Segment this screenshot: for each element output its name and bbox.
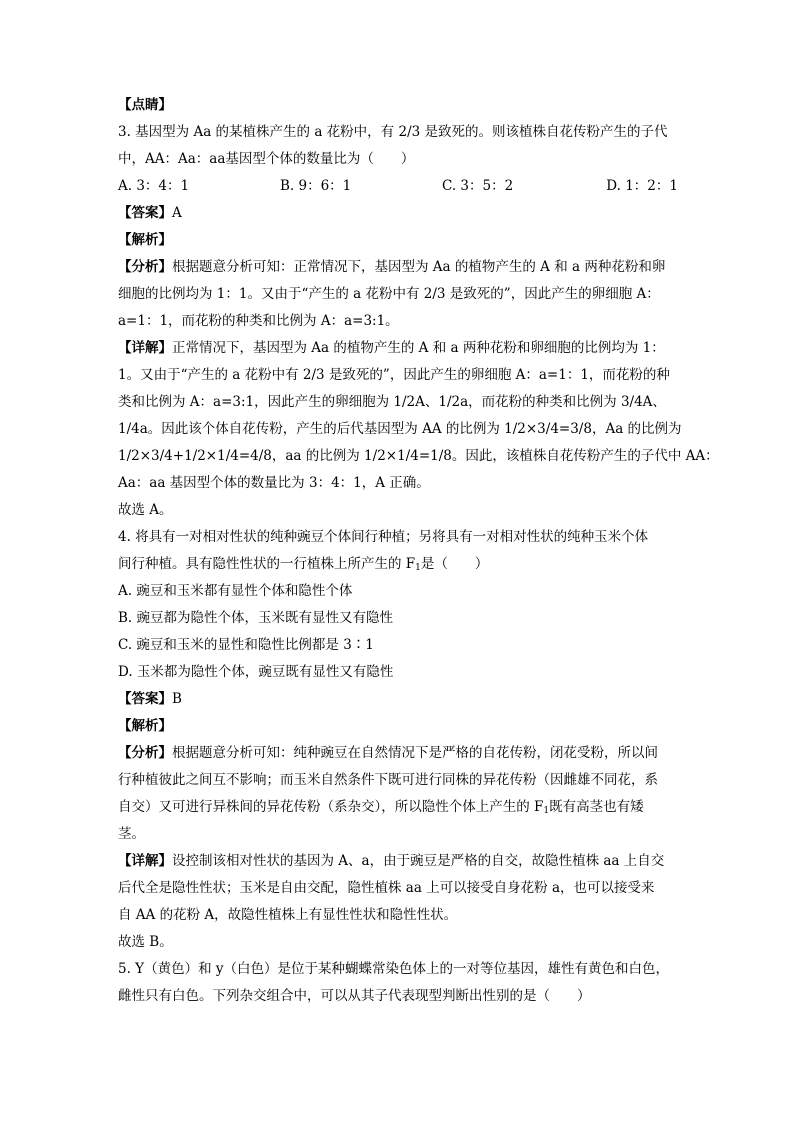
q4-analysis-tag: 【解析】 <box>118 718 172 734</box>
q4-answer-tag: 【答案】 <box>118 691 172 707</box>
q4-stem-sub: 1 <box>415 563 421 573</box>
q3-xiangjie-line-3: 类和比例为 A：a=3:1，因此产生的卵细胞为 1/2A、1/2a，而花粉的种类和比例为 3/4A、 <box>118 394 666 410</box>
q3-fenxi-line-1 <box>118 254 678 281</box>
q4-fenxi-l3-post: 既有高茎也有矮 <box>549 799 644 815</box>
q4-stem-line-2 <box>118 551 678 578</box>
section-dianjing <box>118 92 678 119</box>
q3-xiangjie-line-2: 1。又由于“产生的 a 花粉中有 2/3 是致死的”，因此产生的卵细胞 A：a=1：1，而花粉的种 <box>118 367 670 383</box>
q4-answer-value: B <box>172 691 182 707</box>
q3-option-a: A. 3：4：1 <box>118 178 190 194</box>
q3-fenxi-line-2: 细胞的比例均为 1：1。又由于“产生的 a 花粉中有 2/3 是致死的”，因此产生的卵细胞 A： <box>118 286 660 302</box>
q4-option-c: C. 豌豆和玉米的显性和隐性比例都是 3∶1 <box>118 637 374 653</box>
q3-option-d: D. 1：2：1 <box>606 178 678 194</box>
q3-options <box>118 173 678 200</box>
q3-fenxi-line-3: a=1：1，而花粉的种类和比例为 A：a=3:1。 <box>118 313 399 329</box>
q4-stem-pre: 间行种植。具有隐性性状的一行植株上所产生的 F <box>118 556 416 572</box>
q4-fenxi-l3-sub: 1 <box>543 806 550 816</box>
q4-xiangjie-line-2: 后代全是隐性性状；玉米是自由交配，隐性植株 aa 上可以接受自身花粉 a，也可以接受来 <box>118 880 655 896</box>
dianjing-tag: 【点睛】 <box>118 97 172 113</box>
q3-fenxi-text-1: 根据题意分析可知：正常情况下，基因型为 Aa 的植物产生的 A 和 a 两种花粉和卵 <box>172 259 666 275</box>
q4-fenxi-line-1 <box>118 740 678 767</box>
q5-stem-line-1: 5. Y（黄色）和 y（白色）是位于某种蝴蝶常染色体上的一对等位基因，雄性有黄色和白色， <box>118 961 670 977</box>
q3-xiangjie-tag: 【详解】 <box>118 340 172 356</box>
q3-answer-tag: 【答案】 <box>118 205 172 221</box>
q4-xiangjie-tag: 【详解】 <box>118 853 172 869</box>
q3-xiangjie-line-5: 1/2×3/4+1/2×1/4=4/8，aa 的比例为 1/2×1/4=1/8。因此，该植株自花传粉产生的子代中 AA： <box>118 448 719 464</box>
q3-option-b: B. 9：6：1 <box>280 178 352 194</box>
document-page <box>118 92 719 1010</box>
q3-fenxi-tag: 【分析】 <box>118 259 172 275</box>
q3-answer <box>118 200 678 227</box>
q4-fenxi-line-4: 茎。 <box>118 826 145 842</box>
q3-xiangjie-line-4: 1/4a。因此该个体自花传粉，产生的后代基因型为 AA 的比例为 1/2×3/4=3/8，Aa 的比例为 <box>118 421 682 437</box>
q3-option-c: C. 3：5：2 <box>442 178 514 194</box>
q4-option-a: A. 豌豆和玉米都有显性个体和隐性个体 <box>118 583 353 599</box>
q3-stem-line-1: 3. 基因型为 Aa 的某植株产生的 a 花粉中，有 2/3 是致死的。则该植株自花传粉产生的子代 <box>118 124 668 140</box>
q3-answer-value: A <box>172 205 182 221</box>
q4-fenxi-tag: 【分析】 <box>118 745 172 761</box>
q4-analysis <box>118 713 678 740</box>
q4-xiangjie-line-1 <box>118 848 678 875</box>
q4-fenxi-line-3 <box>118 794 678 821</box>
q4-fenxi-line-2: 行种植彼此之间互不影响；而玉米自然条件下既可进行同株的异花传粉（因雌雄不同花，系 <box>118 772 658 788</box>
q4-xiangjie-line-3: 自 AA 的花粉 A，故隐性植株上有显性性状和隐性性状。 <box>118 907 458 923</box>
q3-analysis-tag: 【解析】 <box>118 232 172 248</box>
q4-stem-post: 是（ ） <box>420 556 489 572</box>
q3-xiangjie-line-1 <box>118 335 678 362</box>
q3-xiangjie-line-6: Aa：aa 基因型个体的数量比为 3：4：1，A 正确。 <box>118 475 430 491</box>
q3-stem-line-2: 中，AA：Aa：aa基因型个体的数量比为（ ） <box>118 151 415 167</box>
q5-stem-line-2: 雌性只有白色。下列杂交组合中，可以从其子代表现型判断出性别的是（ ） <box>118 988 591 1004</box>
q4-option-b: B. 豌豆都为隐性个体，玉米既有显性又有隐性 <box>118 610 394 626</box>
q4-fenxi-l3-pre: 自交）又可进行异株间的异花传粉（系杂交），所以隐性个体上产生的 F <box>118 799 544 815</box>
q4-stem-line-1: 4. 将具有一对相对性状的纯种豌豆个体间行种植；另将具有一对相对性状的纯种玉米个体 <box>118 529 649 545</box>
q3-analysis <box>118 227 678 254</box>
q4-answer <box>118 686 678 713</box>
q4-fenxi-text-1: 根据题意分析可知：纯种豌豆在自然情况下是严格的自花传粉，闭花受粉，所以间 <box>172 745 658 761</box>
q3-xiangjie-text-1: 正常情况下，基因型为 Aa 的植物产生的 A 和 a 两种花粉和卵细胞的比例均为 1： <box>172 340 665 356</box>
q4-conclusion: 故选 B。 <box>118 934 173 950</box>
q4-option-d: D. 玉米都为隐性个体，豌豆既有显性又有隐性 <box>118 664 394 680</box>
q3-conclusion: 故选 A。 <box>118 502 173 518</box>
q4-xiangjie-text-1: 设控制该相对性状的基因为 A、a，由于豌豆是严格的自交，故隐性植株 aa 上自交 <box>172 853 665 869</box>
